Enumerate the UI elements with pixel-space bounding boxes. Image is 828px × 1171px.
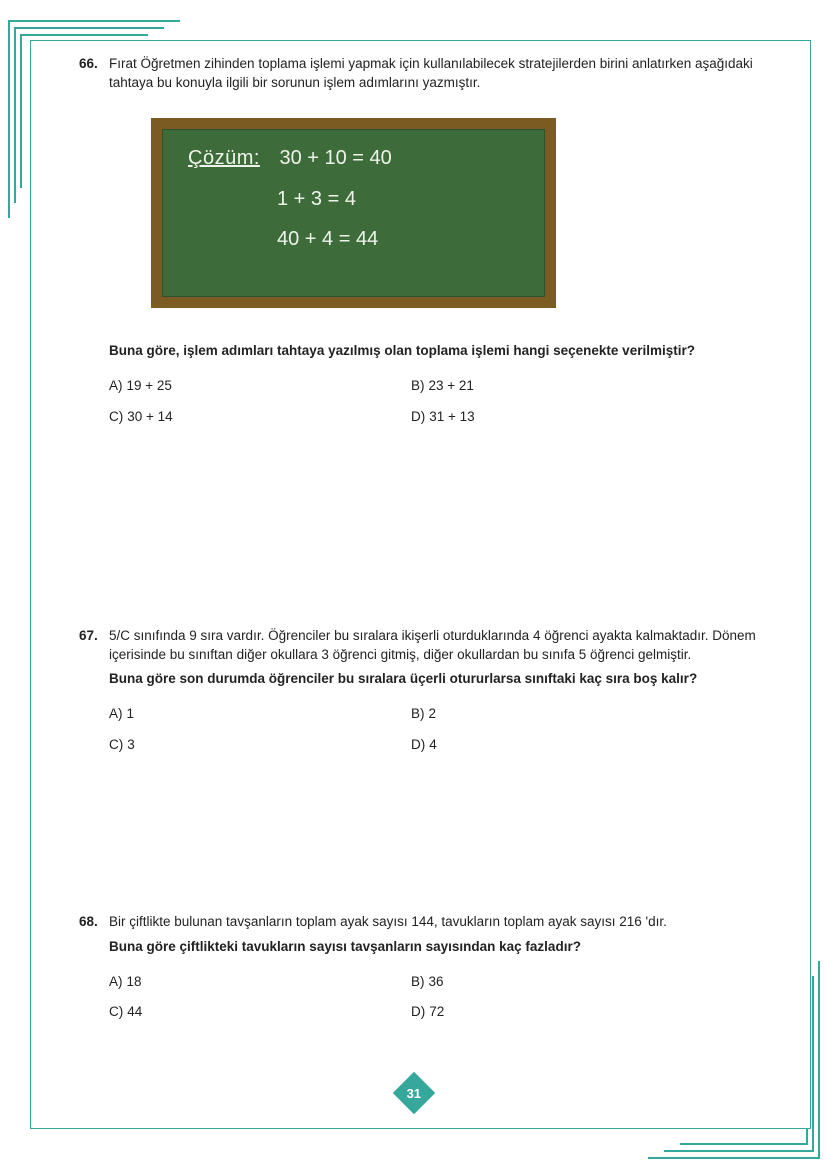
option-value: 19 + 25: [126, 377, 172, 393]
option-d: [411, 736, 770, 755]
option-value: 72: [429, 1004, 445, 1020]
option-d: [411, 408, 770, 427]
chalkboard-equation: 40 + 4 = 44: [277, 228, 379, 251]
page-number: 31: [406, 1085, 422, 1101]
option-label: D): [411, 1004, 426, 1020]
chalkboard-equation: 30 + 10 = 40: [279, 147, 392, 170]
options-list: [109, 705, 770, 754]
chalkboard-solution-label: Çözüm:: [188, 147, 260, 170]
chalkboard-line: [188, 145, 545, 173]
question-number: 68.: [79, 914, 98, 930]
chalkboard: [151, 118, 556, 308]
option-label: B): [411, 377, 425, 393]
option-value: 18: [126, 973, 142, 989]
option-a: [109, 377, 411, 396]
option-b: [411, 973, 770, 992]
option-label: B): [411, 706, 425, 721]
option-value: 3: [127, 736, 135, 752]
option-label: A): [109, 706, 123, 721]
option-a: [109, 705, 411, 724]
option-c: [109, 408, 411, 427]
option-label: C): [109, 1004, 124, 1020]
page-border: [30, 40, 811, 1129]
option-b: [411, 705, 770, 724]
question-prompt: Buna göre çiftlikteki tavukların sayısı tavşanların sayısından kaç fazladır?: [109, 938, 581, 954]
option-label: D): [411, 736, 426, 752]
option-value: 44: [127, 1004, 143, 1020]
option-c: [109, 1003, 411, 1022]
question-text: 5/C sınıfında 9 sıra vardır. Öğrenciler bu sıralara ikişerli oturduklarında 4 öğrenci ayakta kalmaktadır. Dönem içerisinde bu sınıftan diğer okullara 3 öğrenci gitmiş, diğer okullardan bu sınıfa 5 öğrenci gelmiştir.: [109, 628, 756, 662]
option-value: 36: [428, 973, 444, 989]
question-number: 66.: [79, 56, 98, 71]
question-prompt: Buna göre, işlem adımları tahtaya yazılmış olan toplama işlemi hangi seçenekte verilmiştir?: [109, 343, 695, 359]
option-label: A): [109, 377, 123, 393]
options-list: [109, 377, 770, 426]
option-label: C): [109, 736, 124, 752]
chalkboard-equation: 1 + 3 = 4: [277, 187, 356, 210]
option-value: 4: [429, 736, 437, 752]
option-value: 23 + 21: [428, 377, 474, 393]
question-text: Bir çiftlikte bulunan tavşanların toplam ayak sayısı 144, tavukların toplam ayak sayısı 216 'dır.: [109, 914, 667, 930]
question-67: [79, 627, 770, 754]
option-d: [411, 1003, 770, 1022]
question-66: [79, 55, 770, 426]
option-value: 2: [428, 706, 437, 721]
question-number: 67.: [79, 628, 98, 644]
option-label: A): [109, 973, 123, 989]
option-label: B): [411, 973, 425, 989]
option-value: 31 + 13: [429, 408, 475, 424]
option-value: 1: [126, 706, 135, 721]
option-value: 30 + 14: [127, 408, 173, 424]
option-label: C): [109, 408, 124, 424]
option-c: [109, 736, 411, 755]
question-prompt: Buna göre son durumda öğrenciler bu sıralara üçerli otururlarsa sınıftaki kaç sıra boş kalır?: [109, 671, 698, 687]
page-content: [31, 41, 810, 1022]
question-68: [79, 913, 770, 1022]
option-label: D): [411, 408, 426, 424]
option-a: [109, 973, 411, 992]
option-b: [411, 377, 770, 396]
question-text: Fırat Öğretmen zihinden toplama işlemi yapmak için kullanılabilecek stratejilerden birini anlatırken aşağıdaki tahtaya bu konuyla ilgili bir sorunun işlem adımlarını yazmıştır.: [109, 56, 753, 90]
options-list: [109, 973, 770, 1022]
